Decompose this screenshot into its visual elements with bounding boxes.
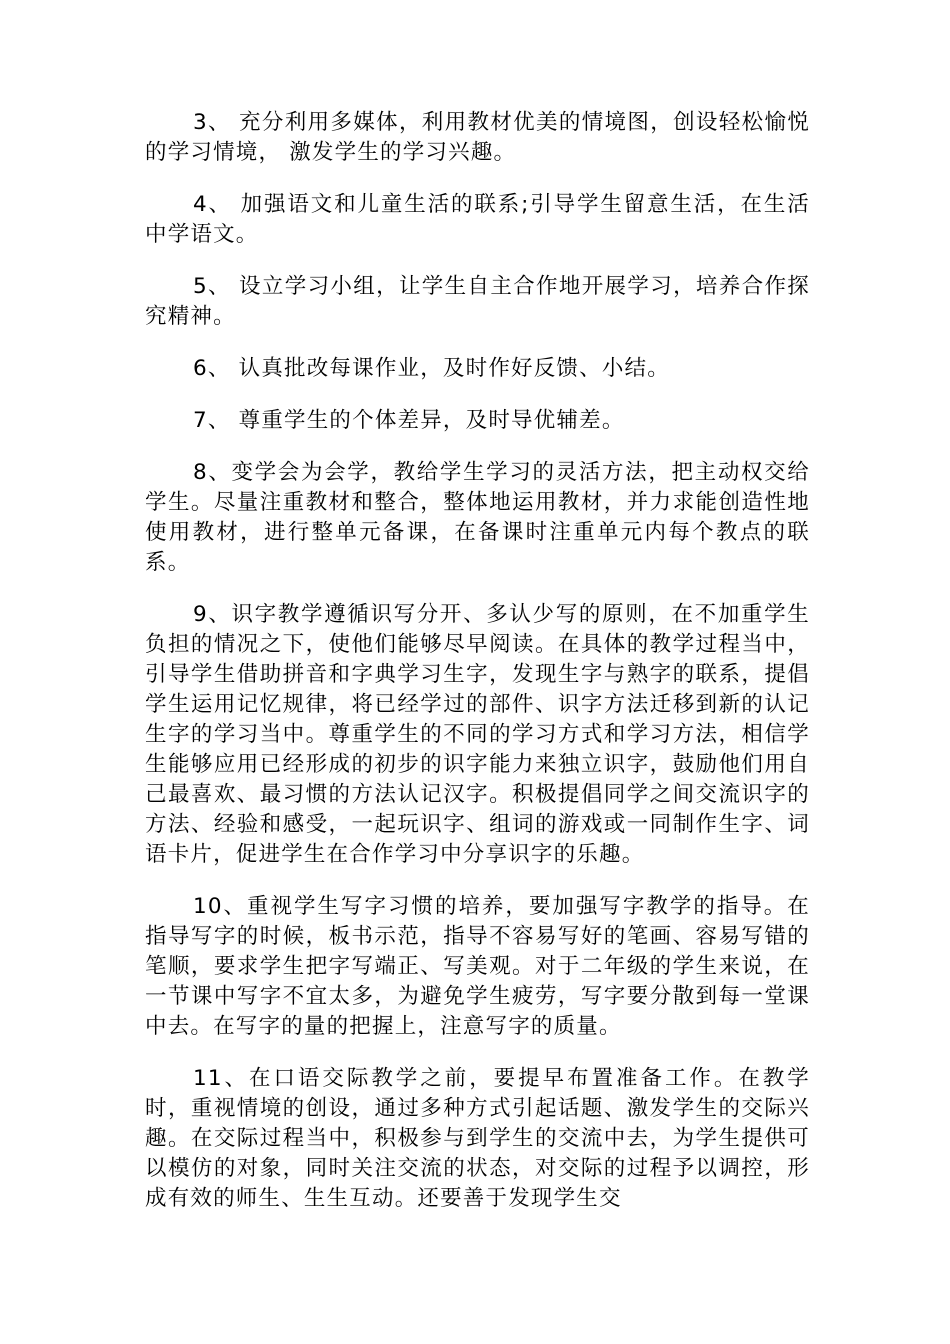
paragraph-item-7: 7、 尊重学生的个体差异，及时导优辅差。 [193,408,625,433]
paragraph-item-10: 10、重视学生写字习惯的培养，要加强写字教学的指导。在指导写字的时候，板书示范，指导不容易写好的笔画、容易写错的笔顺，要求学生把字写端正、写美观。对于二年级的学生来说，在一节课中写字不宜太多，为避免学生疲劳，写字要分散到每一堂课中去。在写字的量的把握上，注意写字的质量。 [145,894,810,1039]
paragraph-item-9: 9、识字教学遵循识写分开、多认少写的原则，在不加重学生负担的情况之下，使他们能够尽早阅读。在具体的教学过程当中，引导学生借助拼音和字典学习生字，发现生字与熟字的联系，提倡学生运用记忆规律，将已经学过的部件、识字方法迁移到新的认记生字的学习当中。尊重学生的不同的学习方式和学习方法，相信学生能够应用已经形成的初步的识字能力来独立识字，鼓励他们用自己最喜欢、最习惯的方法认记汉字。积极提倡同学之间交流识字的方法、经验和感受，一起玩识字、组词的游戏或一同制作生字、词语卡片，促进学生在合作学习中分享识字的乐趣。 [145,602,810,867]
paragraph-item-3: 3、 充分利用多媒体，利用教材优美的情境图，创设轻松愉悦的学习情境， 激发学生的学习兴趣。 [145,110,810,165]
paragraph-item-4: 4、 加强语文和儿童生活的联系;引导学生留意生活，在生活中学语文。 [145,192,810,247]
paragraph-item-11: 11、在口语交际教学之前，要提早布置准备工作。在教学时，重视情境的创设，通过多种方式引起话题、激发学生的交际兴趣。在交际过程当中，积极参与到学生的交流中去，为学生提供可以模仿的对象，同时关注交流的状态，对交际的过程予以调控，形成有效的师生、生生互动。还要善于发现学生交 [145,1066,810,1211]
paragraph-item-6: 6、 认真批改每课作业，及时作好反馈、小结。 [193,356,670,381]
paragraph-item-8: 8、变学会为会学，教给学生学习的灵活方法，把主动权交给学生。尽量注重教材和整合，整体地运用教材，并力求能创造性地使用教材，进行整单元备课，在备课时注重单元内每个教点的联系。 [145,460,810,575]
document-body [145,108,810,1236]
paragraph-item-5: 5、 设立学习小组，让学生自主合作地开展学习，培养合作探究精神。 [145,274,810,329]
